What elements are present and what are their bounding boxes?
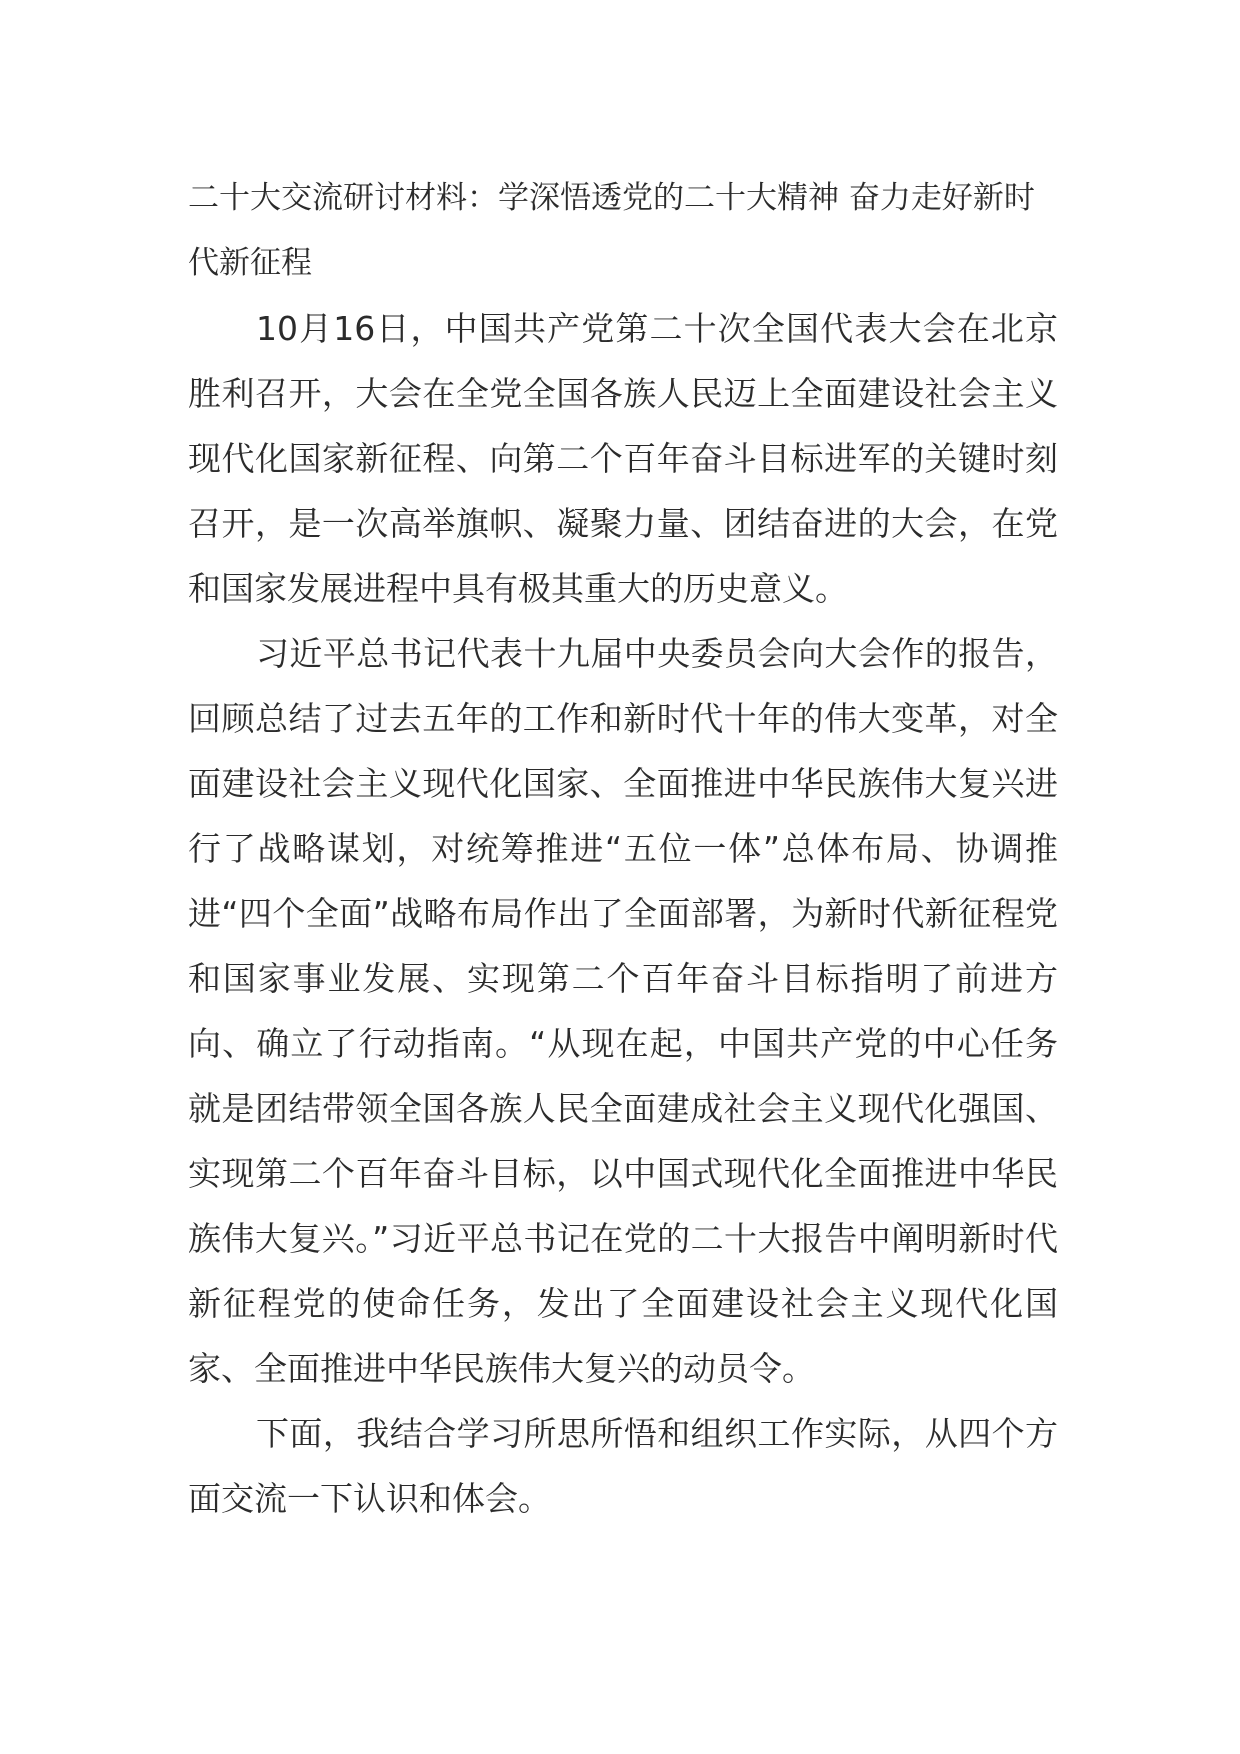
- paragraph-intro: 10月16日，中国共产党第二十次全国代表大会在北京胜利召开，大会在全党全国各族人民迈上全面建设社会主义现代化国家新征程、向第二个百年奋斗目标进军的关键时刻召开，是一次高举旗帜、凝聚力量、团结奋进的大会，在党和国家发展进程中具有极其重大的历史意义。: [188, 309, 1058, 608]
- paragraph-outline: 下面，我结合学习所思所悟和组织工作实际，从四个方面交流一下认识和体会。: [188, 1414, 1058, 1518]
- paragraph-report: 习近平总书记代表十九届中央委员会向大会作的报告，回顾总结了过去五年的工作和新时代十年的伟大变革，对全面建设社会主义现代化国家、全面推进中华民族伟大复兴进行了战略谋划，对统筹推进“五位一体”总体布局、协调推进“四个全面”战略布局作出了全面部署，为新时代新征程党和国家事业发展、实现第二个百年奋斗目标指明了前进方向、确立了行动指南。“从现在起，中国共产党的中心任务就是团结带领全国各族人民全面建成社会主义现代化强国、实现第二个百年奋斗目标，以中国式现代化全面推进中华民族伟大复兴。”习近平总书记在党的二十大报告中阐明新时代新征程党的使命任务，发出了全面建设社会主义现代化国家、全面推进中华民族伟大复兴的动员令。: [188, 634, 1058, 1388]
- document-title: 二十大交流研讨材料：学深悟透党的二十大精神 奋力走好新时代新征程: [188, 180, 1035, 281]
- document-body: [188, 166, 1058, 1531]
